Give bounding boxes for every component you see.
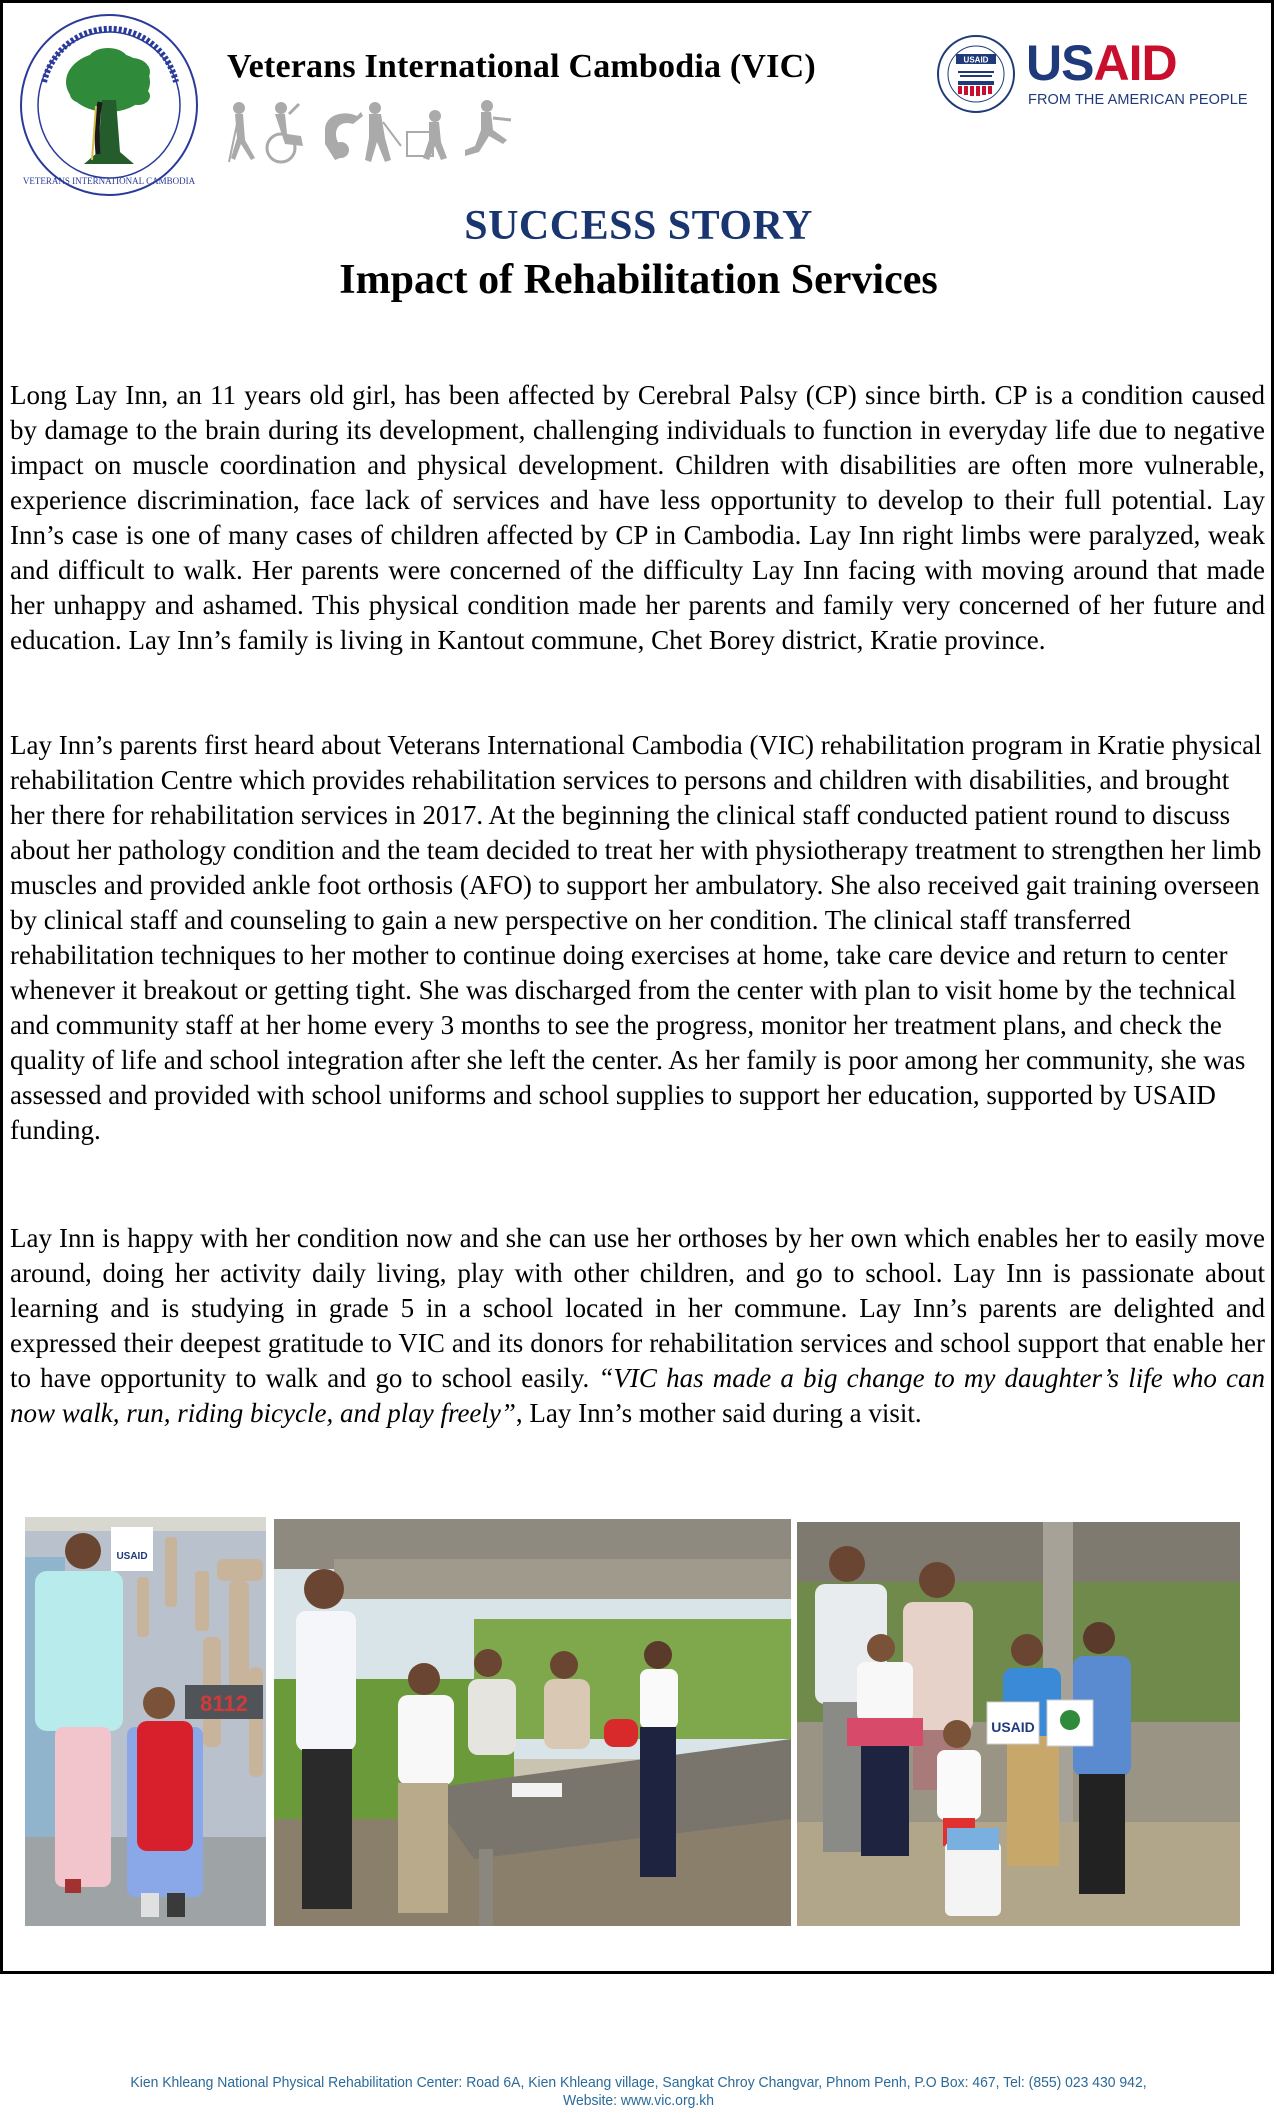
usaid-wordmark-us: US [1026, 35, 1094, 91]
paragraph-text: Lay Inn’s parents first heard about Veterans International Cambodia (VIC) rehabilitation program in Kratie physical rehabilitation Centre which provides rehabilitation services to persons and children with disabilities, and brought her there for rehabilitation services in 2017. At the beginning the clinical staff conducted patient round to discuss about her pathology condition and the team decided to treat her with physiotherapy treatment to strengthen her limb muscles and provided ankle foot orthosis (AFO) to support her ambulatory. She also received gait training overseen by clinical staff and counseling to gain a new perspective on her condition. The clinical staff transferred rehabilitation techniques to her mother to continue doing exercises at home, take care device and return to center whenever it breakout or getting tight. She was discharged from the center with plan to visit home by the technical and community staff at her home every 3 months to see the progress, monitor her treatment plans, and check the quality of life and school integration after she left the center. As her family is poor among her community, she was assessed and provided with school uniforms and school supplies to support her education, supported by USAID funding. [10, 730, 1262, 1145]
story-title: Impact of Rehabilitation Services [339, 257, 938, 303]
paragraph-text: Lay Inn is happy with her condition now and she can use her orthoses by her own which enables her to easily move around, doing her activity daily living, play with other children, and go to school. Lay Inn is passionate about learning and is studying in grade 5 in a school located in her commune. Lay Inn’s parents are delighted and expressed their deepest gratitude to VIC and its donors for rehabilitation services and school support that enable her to have opportunity to walk and go to school easily. [10, 1223, 1265, 1393]
story-paragraph-1 [10, 378, 1265, 658]
footer-address: Kien Khleang National Physical Rehabilitation Center: Road 6A, Kien Khleang village, Sangkat Chroy Changvar, Phnom Penh, P.O Box: 467, Tel: (855) 023 430 942, [130, 2074, 1147, 2091]
photo-family-receiving-supplies [797, 1522, 1240, 1926]
photo-sign-text: USAID [116, 1551, 148, 1562]
usaid-seal-icon [936, 34, 1016, 114]
photo-sign-text: USAID [991, 1719, 1035, 1735]
organization-name: Veterans International Cambodia (VIC) [227, 48, 816, 85]
disability-figures-graphic [225, 100, 525, 166]
usaid-seal-label: USAID [963, 55, 989, 65]
usaid-wordmark-aid: AID [1093, 35, 1177, 91]
usaid-logo [936, 34, 1248, 114]
mother-quote: “VIC has made a big change to my daughter’s life who can now walk, run, riding bicycle, and play freely” [10, 1363, 1265, 1428]
photo-lay-inn-with-mother [25, 1517, 266, 1926]
footer-website: Website: www.vic.org.kh [563, 2092, 714, 2109]
quote-attribution: , Lay Inn’s mother said during a visit. [515, 1398, 922, 1428]
usaid-tagline: FROM THE AMERICAN PEOPLE [1028, 92, 1248, 108]
photo-plate-text: 8112 [200, 1691, 248, 1716]
photo-staff-meeting-family [274, 1519, 791, 1926]
story-paragraph-3 [10, 1221, 1265, 1431]
story-paragraph-2 [10, 728, 1265, 1148]
paragraph-text: Long Lay Inn, an 11 years old girl, has been affected by Cerebral Palsy (CP) since birth. CP is a condition caused by damage to the brain during its development, challenging individuals to function in everyday life due to negative impact on muscle coordination and physical development. Children with disabilities are often more vulnerable, experience discrimination, face lack of services and have less opportunity to develop to their full potential. Lay Inn’s case is one of many cases of children affected by CP in Cambodia. Lay Inn right limbs were paralyzed, weak and difficult to walk. Her parents were concerned of the difficulty Lay Inn facing with moving around that made her unhappy and ashamed. This physical condition made her parents and family very concerned of her future and education. Lay Inn’s family is living in Kantout commune, Chet Borey district, Kratie province. [10, 380, 1265, 655]
vic-logo [16, 12, 202, 198]
footer-contact [45, 2074, 1233, 2110]
vic-logo-ring-text: VETERANS INTERNATIONAL CAMBODIA [22, 176, 196, 186]
usaid-wordmark [1026, 35, 1177, 91]
story-kicker: SUCCESS STORY [464, 203, 813, 249]
